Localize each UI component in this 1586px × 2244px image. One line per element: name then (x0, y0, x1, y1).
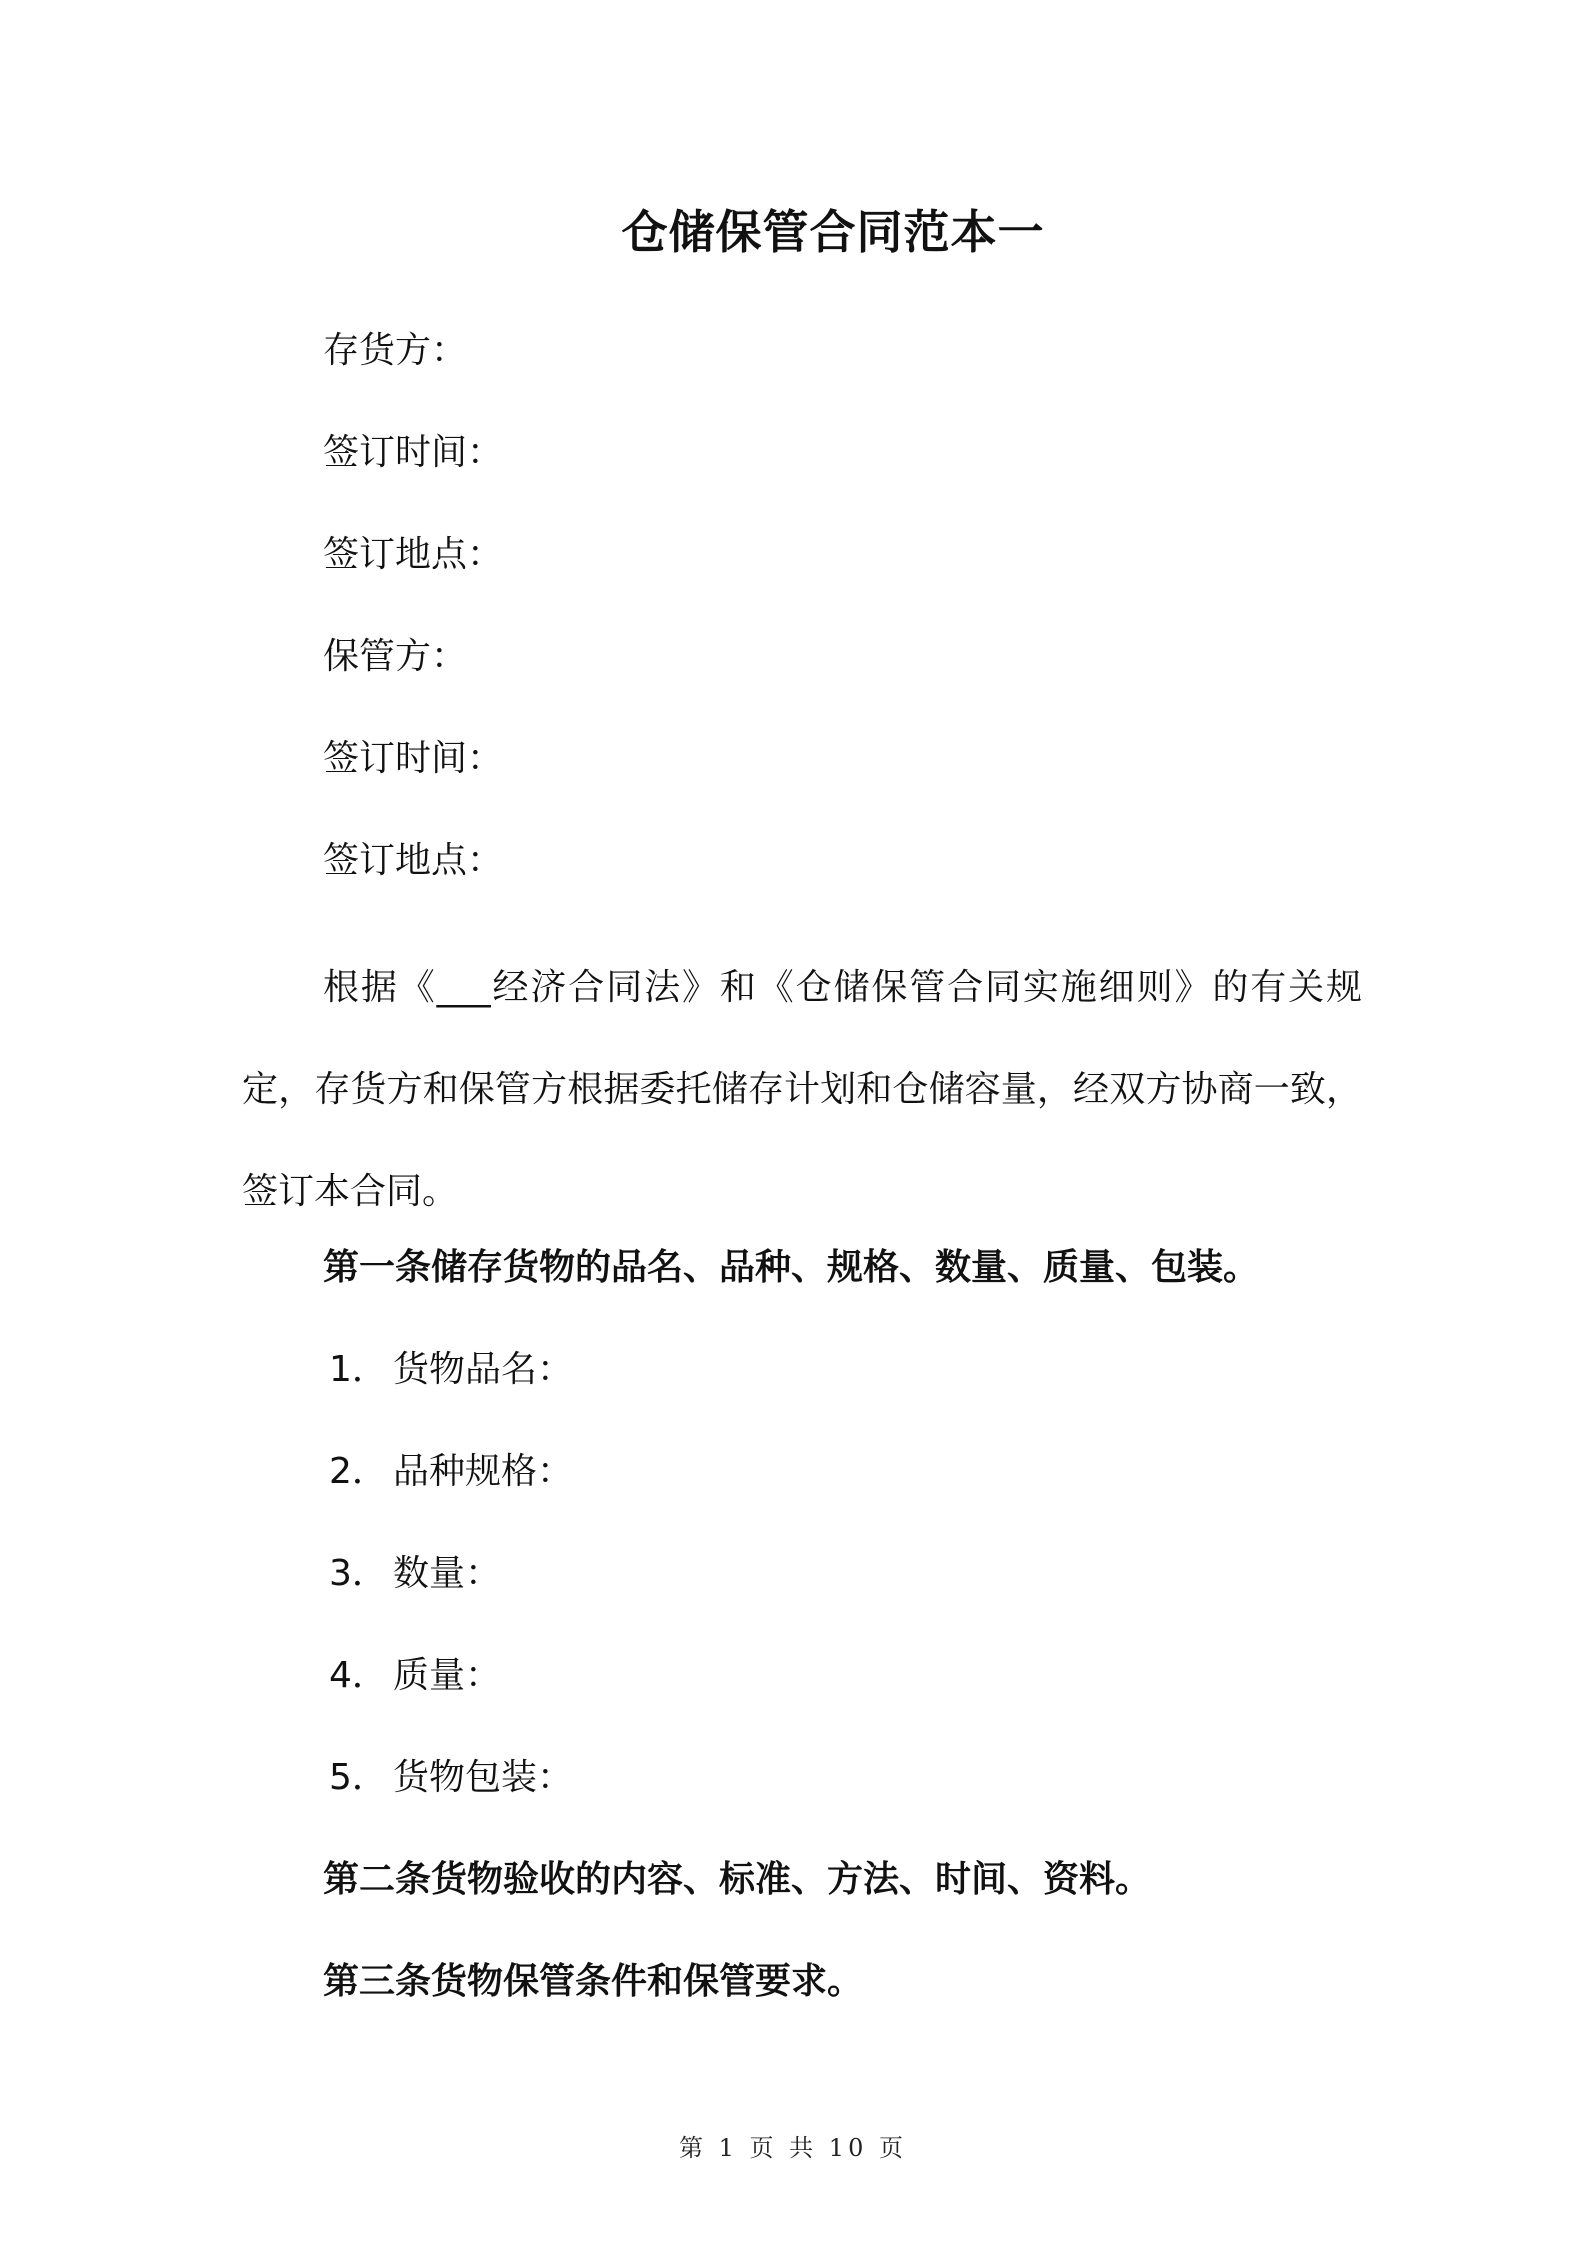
article-3-heading: 第三条货物保管条件和保管要求。 (323, 1961, 864, 2002)
field-sign-place-1: 签订地点： (323, 534, 504, 575)
item-label: 质量： (393, 1655, 502, 1696)
field-custodian: 保管方： (323, 636, 468, 677)
item-label: 货物品名： (393, 1349, 574, 1390)
item-number: 4． (329, 1655, 388, 1696)
item-label: 品种规格： (393, 1451, 574, 1492)
item-number: 1． (329, 1349, 388, 1390)
article-1-item (323, 1550, 501, 1598)
document-title: 仓储保管合同范本一 (621, 205, 1045, 259)
item-number: 3． (329, 1553, 388, 1594)
field-sign-time-1: 签订时间： (323, 432, 504, 473)
item-number: 5． (329, 1757, 388, 1798)
item-number: 2． (329, 1451, 388, 1492)
article-1-heading: 第一条储存货物的品名、品种、规格、数量、质量、包装。 (323, 1247, 1260, 1288)
article-2-heading: 第二条货物验收的内容、标准、方法、时间、资料。 (323, 1859, 1152, 1900)
article-1-item (323, 1346, 573, 1394)
item-label: 数量： (393, 1553, 502, 1594)
field-sign-time-2: 签订时间： (323, 738, 504, 779)
intro-paragraph: 根据《___经济合同法》和《仓储保管合同实施细则》的有关规定，存货方和保管方根据委托储存计划和仓储容量，经双方协商一致，签订本合同。 (242, 967, 1362, 1212)
field-sign-place-2: 签订地点： (323, 840, 504, 881)
article-1-item (323, 1652, 501, 1700)
page-footer: 第 1 页 共 10 页 (679, 2134, 907, 2162)
field-depositor: 存货方： (323, 330, 468, 371)
item-label: 货物包装： (393, 1757, 574, 1798)
article-1-item (323, 1448, 573, 1496)
article-1-item (323, 1754, 573, 1802)
